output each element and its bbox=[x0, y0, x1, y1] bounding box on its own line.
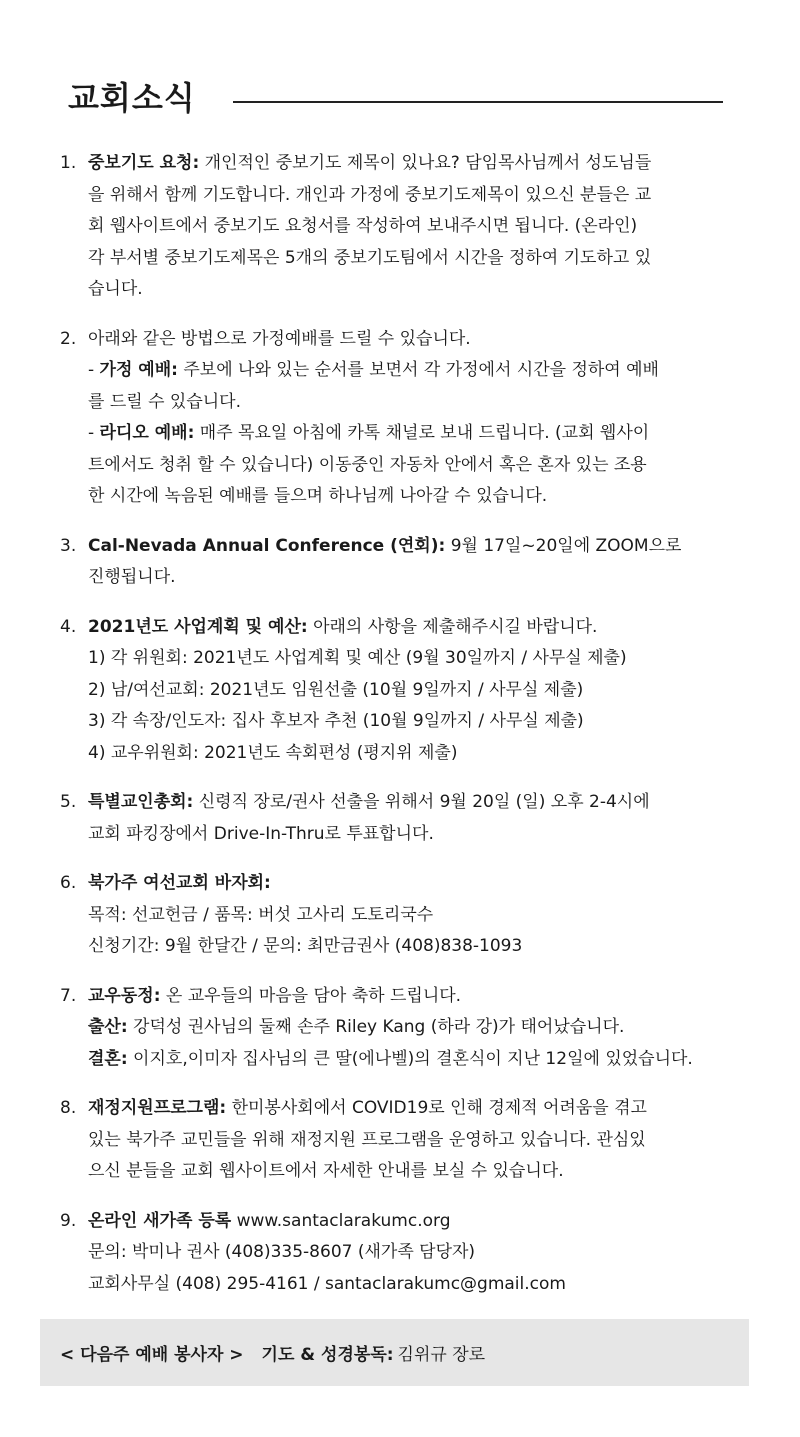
item-line bbox=[88, 1093, 750, 1125]
item-line bbox=[88, 418, 750, 450]
item-line bbox=[88, 1044, 750, 1076]
item-body bbox=[88, 981, 750, 1076]
line-heading: 출산: bbox=[88, 1017, 128, 1037]
title-rule bbox=[233, 101, 723, 103]
line-text: 진행됩니다. bbox=[88, 567, 176, 587]
line-text: 주보에 나와 있는 순서를 보면서 각 가정에서 시간을 정하여 예배 bbox=[177, 360, 659, 380]
news-item bbox=[60, 787, 750, 850]
item-line bbox=[88, 900, 750, 932]
item-line bbox=[88, 787, 750, 819]
item-line bbox=[88, 738, 750, 770]
line-text: 습니다. bbox=[88, 279, 143, 299]
line-text: 신청기간: 9월 한달간 / 문의: 최만금권사 (408)838-1093 bbox=[88, 936, 523, 956]
line-text: 아래의 사항을 제출해주시길 바랍니다. bbox=[307, 616, 598, 637]
line-text: www.santaclarakumc.org bbox=[231, 1210, 451, 1231]
news-item bbox=[60, 531, 750, 594]
item-line bbox=[88, 1269, 750, 1301]
item-number: 1. bbox=[60, 153, 77, 173]
line-text: 개인적인 중보기도 제목이 있나요? 담임목사님께서 성도님들 bbox=[199, 153, 652, 173]
line-text: 트에서도 청취 할 수 있습니다) 이동중인 자동차 안에서 혹은 혼자 있는 조용 bbox=[88, 454, 647, 475]
item-line bbox=[88, 387, 750, 419]
line-text: 문의: 박미나 권사 (408)335-8607 (새가족 담당자) bbox=[88, 1242, 476, 1262]
item-line bbox=[88, 481, 750, 513]
item-number: 4. bbox=[60, 616, 77, 637]
item-line bbox=[88, 1012, 750, 1044]
news-item bbox=[60, 324, 750, 513]
line-heading: 재정지원프로그램: bbox=[88, 1098, 227, 1118]
item-number: 8. bbox=[60, 1098, 77, 1118]
section-header bbox=[68, 76, 728, 126]
line-text: 회 웹사이트에서 중보기도 요청서를 작성하여 보내주시면 됩니다. (온라인) bbox=[88, 216, 638, 236]
line-heading: 2021년도 사업계획 및 예산: bbox=[88, 616, 308, 637]
prayer-reading-name: 김위규 장로 bbox=[397, 1345, 486, 1365]
item-line bbox=[88, 180, 750, 212]
item-body bbox=[88, 612, 750, 770]
line-heading: 특별교인총회: bbox=[88, 792, 194, 812]
line-heading: 라디오 예배: bbox=[99, 423, 195, 443]
item-line bbox=[88, 1206, 750, 1238]
line-text: 9월 17일~20일에 ZOOM으로 bbox=[445, 535, 682, 556]
item-number: 6. bbox=[60, 873, 77, 893]
item-number: 2. bbox=[60, 328, 77, 349]
item-body bbox=[88, 148, 750, 306]
item-line bbox=[88, 1125, 750, 1157]
line-text: 있는 북가주 교민들을 위해 재정지원 프로그램을 운영하고 있습니다. 관심있 bbox=[88, 1129, 646, 1150]
line-heading: 북가주 여선교회 바자회: bbox=[88, 873, 271, 893]
line-text: 신령직 장로/권사 선출을 위해서 9월 20일 (일) 오후 2-4시에 bbox=[193, 792, 650, 812]
line-text: 으신 분들을 교회 웹사이트에서 자세한 안내를 보실 수 있습니다. bbox=[88, 1161, 564, 1181]
line-text: 2) 남/여선교회: 2021년도 임원선출 (10월 9일까지 / 사무실 제출) bbox=[88, 679, 584, 700]
news-list bbox=[60, 148, 750, 1300]
item-line bbox=[88, 324, 750, 356]
news-item bbox=[60, 868, 750, 963]
line-heading: 중보기도 요청: bbox=[88, 153, 200, 173]
line-text: 한 시간에 녹음된 예배를 들으며 하나님께 나아갈 수 있습니다. bbox=[88, 486, 548, 506]
line-text: 이지호,이미자 집사님의 큰 딸(에나벨)의 결혼식이 지난 12일에 있었습니다. bbox=[127, 1048, 693, 1069]
item-body bbox=[88, 787, 750, 850]
item-line bbox=[88, 211, 750, 243]
line-heading: 온라인 새가족 등록 bbox=[88, 1210, 232, 1231]
line-text: 각 부서별 중보기도제목은 5개의 중보기도팀에서 시간을 정하여 기도하고 있 bbox=[88, 247, 652, 268]
line-text: 을 위해서 함께 기도합니다. 개인과 가정에 중보기도제목이 있으신 분들은 교 bbox=[88, 184, 652, 205]
news-item bbox=[60, 148, 750, 306]
line-text: 목적: 선교헌금 / 품목: 버섯 고사리 도토리국수 bbox=[88, 904, 434, 925]
item-line bbox=[88, 819, 750, 851]
next-week-servers-label: < 다음주 예배 봉사자 > bbox=[60, 1345, 244, 1365]
item-line bbox=[88, 355, 750, 387]
item-line bbox=[88, 868, 750, 900]
item-number: 9. bbox=[60, 1210, 77, 1231]
item-line bbox=[88, 1156, 750, 1188]
item-line bbox=[88, 243, 750, 275]
item-number: 5. bbox=[60, 792, 77, 812]
line-text: 4) 교우위원회: 2021년도 속회편성 (평지위 제출) bbox=[88, 742, 458, 763]
news-item bbox=[60, 612, 750, 770]
item-body bbox=[88, 324, 750, 513]
news-item bbox=[60, 1093, 750, 1188]
item-line bbox=[88, 931, 750, 963]
item-line bbox=[88, 148, 750, 180]
item-line bbox=[88, 1237, 750, 1269]
line-heading: 가정 예배: bbox=[99, 360, 178, 380]
item-body bbox=[88, 1093, 750, 1188]
item-line bbox=[88, 981, 750, 1013]
item-line bbox=[88, 274, 750, 306]
line-text: 매주 목요일 아침에 카톡 채널로 보내 드립니다. (교회 웹사이 bbox=[194, 423, 650, 443]
line-text: 를 드릴 수 있습니다. bbox=[88, 391, 241, 412]
news-item bbox=[60, 1206, 750, 1301]
line-prefix: - bbox=[88, 423, 100, 443]
line-text: 교회 파킹장에서 Drive-In-Thru로 투표합니다. bbox=[88, 823, 434, 844]
line-text: 한미봉사회에서 COVID19로 인해 경제적 어려움을 겪고 bbox=[226, 1098, 647, 1118]
item-line bbox=[88, 643, 750, 675]
line-text: 1) 각 위원회: 2021년도 사업계획 및 예산 (9월 30일까지 / 사무실 제출) bbox=[88, 648, 627, 668]
line-prefix: - bbox=[88, 360, 100, 380]
news-item bbox=[60, 981, 750, 1076]
item-number: 7. bbox=[60, 985, 77, 1006]
item-line bbox=[88, 706, 750, 738]
item-number: 3. bbox=[60, 535, 77, 556]
item-line bbox=[88, 675, 750, 707]
prayer-reading-role: 기도 & 성경봉독: bbox=[261, 1345, 394, 1365]
section-title: 교회소식 bbox=[68, 79, 196, 117]
item-line bbox=[88, 612, 750, 644]
line-heading: 결혼: bbox=[88, 1048, 128, 1069]
item-line bbox=[88, 562, 750, 594]
line-text: 강덕성 권사님의 둘째 손주 Riley Kang (하라 강)가 태어났습니다. bbox=[127, 1017, 625, 1037]
next-week-servers-box bbox=[40, 1319, 749, 1386]
line-text: 온 교우들의 마음을 담아 축하 드립니다. bbox=[160, 985, 462, 1006]
item-line bbox=[88, 450, 750, 482]
line-heading: 교우동정: bbox=[88, 985, 161, 1006]
item-body bbox=[88, 868, 750, 963]
line-text: 교회사무실 (408) 295-4161 / santaclarakumc@gmail.com bbox=[88, 1273, 566, 1294]
item-body bbox=[88, 531, 750, 594]
line-text: 3) 각 속장/인도자: 집사 후보자 추천 (10월 9일까지 / 사무실 제출) bbox=[88, 711, 584, 731]
item-line bbox=[88, 531, 750, 563]
item-body bbox=[88, 1206, 750, 1301]
line-text: 아래와 같은 방법으로 가정예배를 드릴 수 있습니다. bbox=[88, 328, 471, 349]
line-heading: Cal-Nevada Annual Conference (연회): bbox=[88, 535, 446, 556]
